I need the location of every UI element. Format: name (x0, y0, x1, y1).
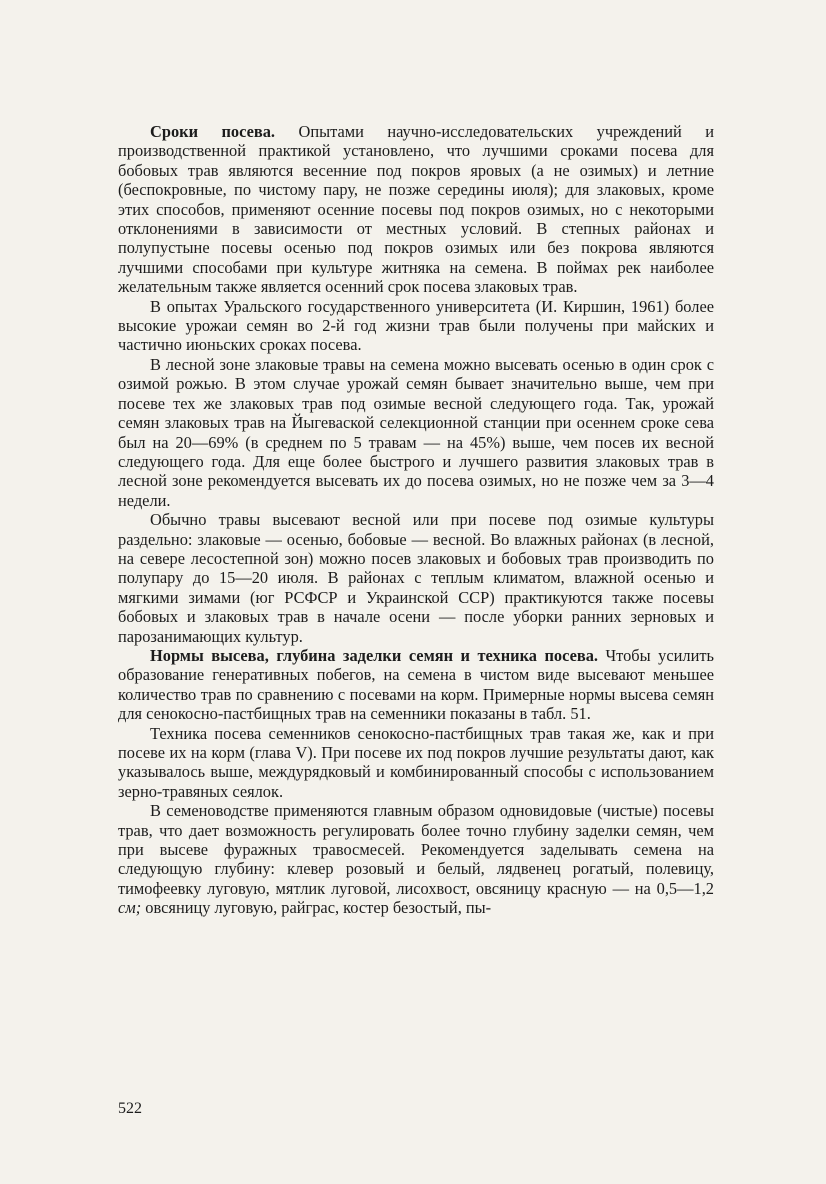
paragraph-text: Обычно травы высевают весной или при посеве под озимые культуры раздельно: злаковые — осенью, бобовые — весной. Во влажных районах (в лесной, на севере лесостепной зон) можно посев злаковых и бобовых трав производить по полупару до 15—20 июля. В районах с теплым климатом, влажной осенью и мягкими зимами (юг РСФСР и Украинской ССР) практикуются также посевы бобовых и злаковых трав в начале осени — после уборки ранних зерновых и парозанимающих культур. (118, 510, 714, 646)
paragraph-text: Опытами научно-исследовательских учреждений и производственной практикой установлено, что лучшими сроками посева для бобовых трав являются весенние под покров яровых (а не озимых) и летние (беспокровные, по чистому пару, не позже середины июля); для злаковых, кроме этих способов, применяют осенние посевы под покров озимых, но с некоторыми отклонениями в зависимости от местных условий. В степных районах и полупустыне посевы осенью под покров озимых или без покрова являются лучшими способами при культуре житняка на семена. В поймах рек наиболее желательным также является осенний срок посева злаковых трав. (118, 122, 715, 297)
unit-text: см; (118, 898, 142, 918)
paragraph-text: Техника посева семенников сенокосно-пастбищных трав такая же, как и при посеве их на корм (глава V). При посеве их под покров лучшие результаты дают, как указывалось выше, междурядковый и комбинированный способы с использованием зерно-травяных сеялок. (118, 723, 714, 801)
paragraph-separate-sowing (118, 510, 714, 646)
page-number: 522 (118, 1100, 142, 1117)
paragraph-forest-zone (118, 355, 714, 510)
run-in-heading-seeding-rates: Нормы высева, глубина заделки семян и техника посева. (150, 645, 599, 665)
paragraph-seed-plot-technique (118, 724, 714, 802)
body-text (118, 122, 714, 918)
paragraph-seeding-rates (118, 646, 714, 724)
paragraph-sowing-dates (118, 122, 714, 297)
paragraph-text: В семеноводстве применяются главным образом одновидовые (чистые) посевы трав, что дает возможность регулировать более точно глубину заделки семян, чем при высеве фуражных травосмесей. Рекомендуется заделывать семена на следующую глубину: клевер розовый и белый, лядвенец рогатый, полевицу, тимофеевку луговую, мятлик луговой, лисохвост, овсяницу красную — на 0,5—1,2 (118, 801, 714, 898)
paragraph-text: В лесной зоне злаковые травы на семена можно высевать осенью в один срок с озимой рожью. В этом случае урожай семян бывает значительно выше, чем при посеве тех же злаковых трав под озимые весной следующего года. Так, урожай семян злаковых трав на Йыгеваской селекционной станции при осеннем сроке сева был на 20—69% (в среднем по 5 травам — на 45%) выше, чем посев их весной следующего года. Для еще более быстрого и лучшего развития злаковых трав в лесной зоне рекомендуется высевать их до посева озимых, но не позже чем за 3—4 недели. (118, 354, 714, 510)
paragraph-text-tail: овсяницу луговую, райграс, костер безостый, пы- (141, 898, 492, 918)
paragraph-seeding-depth (118, 801, 714, 917)
paragraph-ural-experiments (118, 297, 714, 355)
paragraph-text: Чтобы усилить образование генеративных побегов, на семена в чистом виде высевают меньшее количество трав по сравнению с посевами на корм. Примерные нормы высева семян для сенокосно-пастбищных трав на семенники показаны в табл. 51. (118, 645, 714, 724)
run-in-heading-sowing-dates: Сроки посева. (150, 122, 276, 141)
paragraph-text: В опытах Уральского государственного университета (И. Киршин, 1961) более высокие урожаи семян во 2-й год жизни трав были получены при майских и частично июньских сроках посева. (118, 296, 714, 355)
